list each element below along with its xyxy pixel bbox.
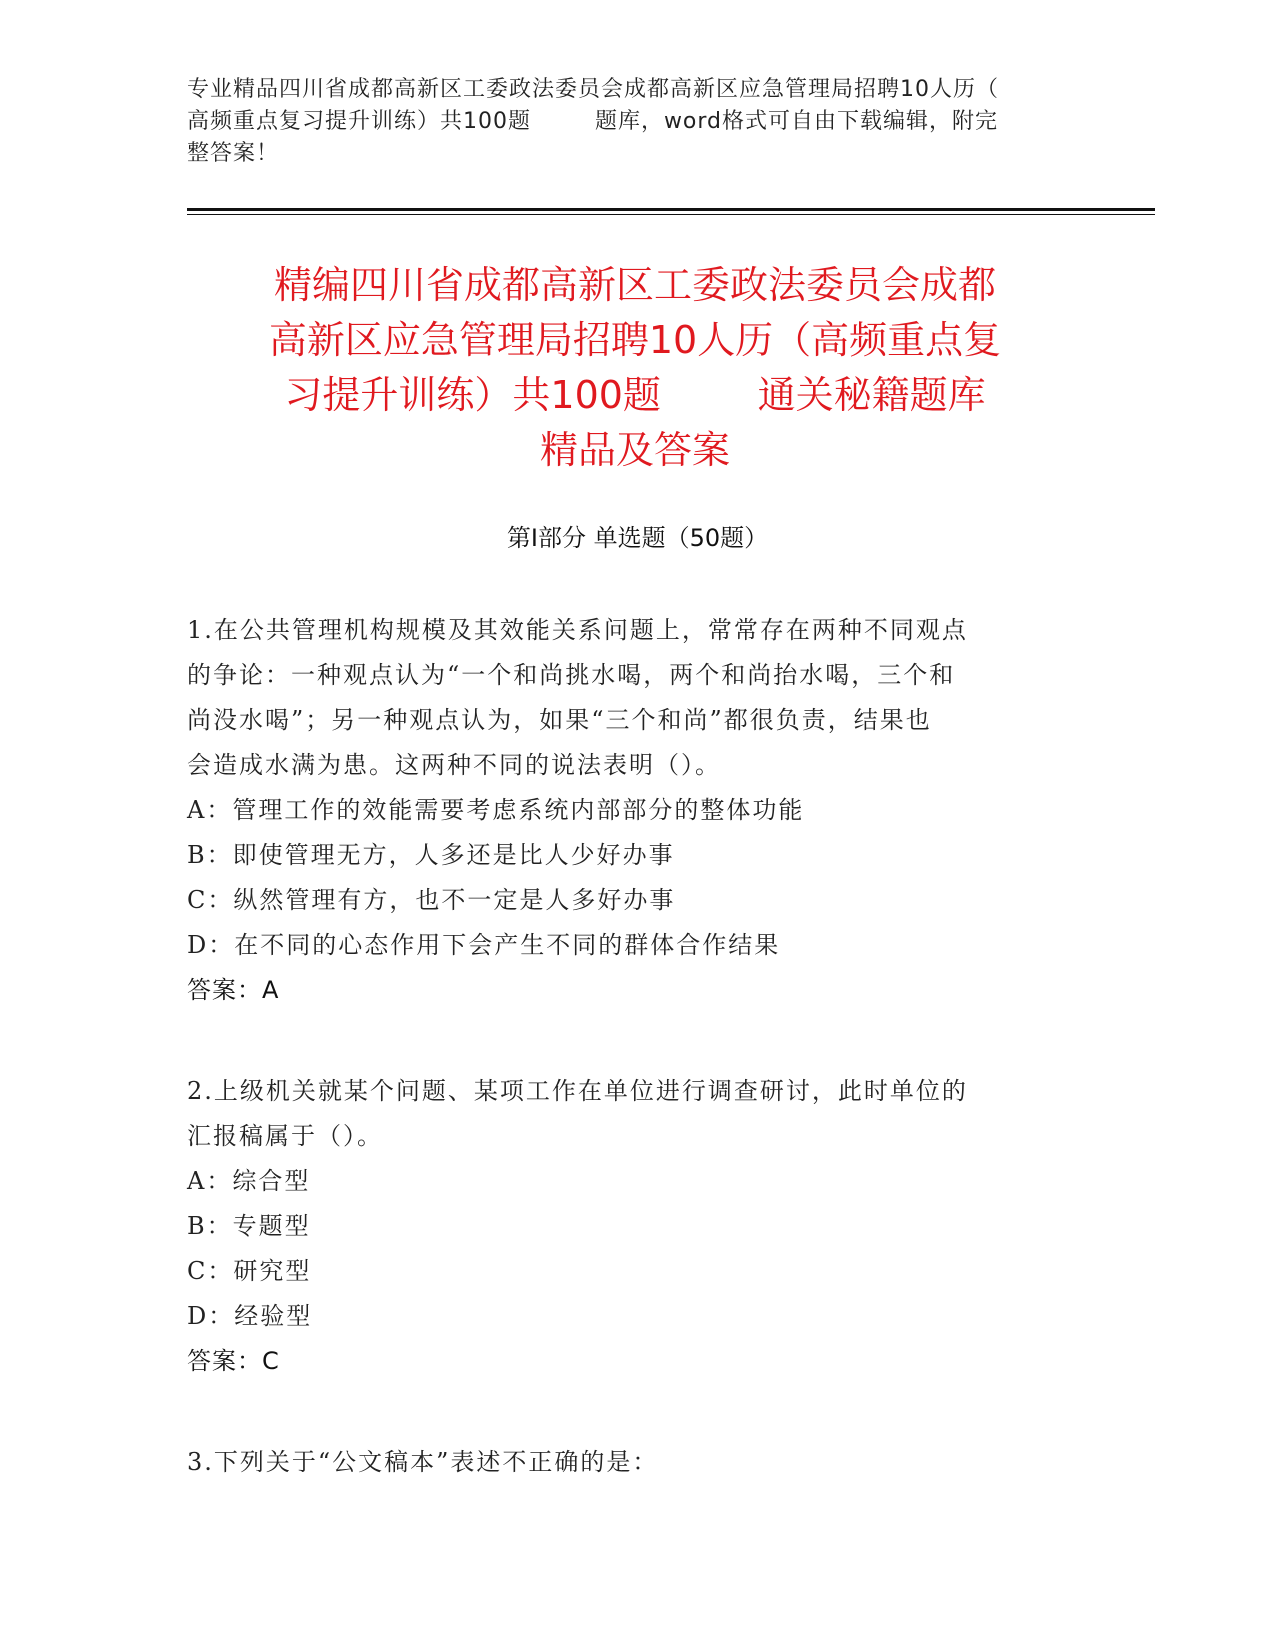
option-c: C：研究型: [187, 1257, 312, 1285]
header-note: [187, 74, 1067, 170]
question-stem: [187, 608, 1067, 788]
option-d: D：在不同的心态作用下会产生不同的群体合作结果: [187, 931, 781, 959]
question-stem-line: 会造成水满为患。这两种不同的说法表明（）。: [187, 751, 721, 779]
question-stem-line: 尚没水喝”；另一种观点认为，如果“三个和尚”都很负责，结果也: [187, 706, 932, 734]
answer-line: 答案：A: [187, 976, 280, 1004]
title-line: 习提升训练）共100题 通关秘籍题库: [284, 373, 986, 417]
header-note-line: 整答案！: [187, 141, 280, 166]
option-b: B：即使管理无方，人多还是比人少好办事: [187, 841, 675, 869]
title-line: 高新区应急管理局招聘10人历（高频重点复: [268, 318, 1002, 362]
document-title: [150, 258, 1120, 478]
option-a: A：综合型: [187, 1167, 311, 1195]
question-stem-line: 汇报稿属于（）。: [187, 1122, 383, 1150]
question-list: [187, 608, 1067, 1541]
question-item: [187, 1069, 1067, 1384]
answer-line: 答案：C: [187, 1347, 280, 1375]
question-item: [187, 1440, 1067, 1485]
option-d: D：经验型: [187, 1302, 313, 1330]
question-stem-line: 3.下列关于“公文稿本”表述不正确的是：: [187, 1448, 659, 1476]
question-stem: [187, 1069, 1067, 1159]
question-stem: [187, 1440, 1067, 1485]
option-b: B：专题型: [187, 1212, 311, 1240]
question-stem-line: 的争论：一种观点认为“一个和尚挑水喝，两个和尚抬水喝，三个和: [187, 661, 956, 689]
header-note-line: 专业精品四川省成都高新区工委政法委员会成都高新区应急管理局招聘10人历（: [187, 77, 999, 102]
title-line: 精编四川省成都高新区工委政法委员会成都: [273, 263, 996, 307]
question-stem-line: 1.在公共管理机构规模及其效能关系问题上，常常存在两种不同观点: [187, 616, 968, 644]
option-c: C：纵然管理有方，也不一定是人多好办事: [187, 886, 676, 914]
header-rule-thick: [187, 208, 1155, 211]
section-title: 第Ⅰ部分 单选题（50题）: [506, 524, 769, 552]
header-rule-thin: [187, 214, 1155, 215]
question-stem-line: 2.上级机关就某个问题、某项工作在单位进行调查研讨，此时单位的: [187, 1077, 968, 1105]
question-item: [187, 608, 1067, 1013]
option-a: A：管理工作的效能需要考虑系统内部部分的整体功能: [187, 796, 805, 824]
header-note-line: 高频重点复习提升训练）共100题 题库，word格式可自由下载编辑，附完: [187, 109, 999, 134]
title-line: 精品及答案: [539, 428, 730, 472]
